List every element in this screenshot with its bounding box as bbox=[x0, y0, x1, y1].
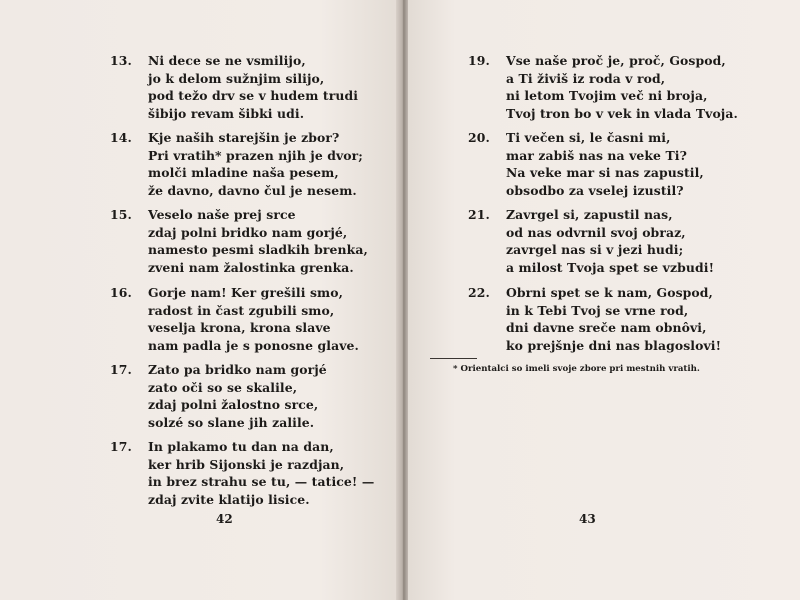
verse-line: ker hrib Sijonski je razdjan, bbox=[148, 456, 345, 472]
stanza-number: 17. bbox=[110, 362, 132, 377]
verse-line: ni letom Tvojim več ni broja, bbox=[506, 88, 708, 104]
verse-line: Zato pa bridko nam gorjé bbox=[148, 362, 327, 377]
verse-line: dni davne sreče nam obnôvi, bbox=[506, 320, 707, 336]
verse-line: Ni dece se ne vsmilijo, bbox=[148, 53, 306, 68]
verse-line: Ti večen si, le časni mi, bbox=[506, 130, 671, 145]
verse-line: Obrni spet se k nam, Gospod, bbox=[506, 285, 713, 300]
verse-line: a milost Tvoja spet se vzbudi! bbox=[506, 259, 715, 275]
stanza-number: 21. bbox=[468, 207, 490, 222]
verse-line: radost in čast zgubili smo, bbox=[148, 302, 335, 318]
verse-line: jo k delom sužnjim silijo, bbox=[148, 70, 325, 86]
verse-line: Tvoj tron bo v vek in vlada Tvoja. bbox=[506, 105, 738, 121]
left-page bbox=[0, 0, 398, 600]
stanza-number: 17. bbox=[110, 439, 132, 454]
stanza-number: 22. bbox=[468, 285, 490, 300]
footnote-rule bbox=[430, 358, 477, 359]
verse-line: zato oči so se skalile, bbox=[148, 379, 298, 395]
stanza-number: 15. bbox=[110, 207, 132, 222]
page-number: 42 bbox=[216, 512, 233, 526]
verse-line: pod težo drv se v hudem trudi bbox=[148, 88, 359, 104]
verse-line: namesto pesmi sladkih brenka, bbox=[148, 242, 368, 258]
verse-line: Gorje nam! Ker grešili smo, bbox=[148, 285, 344, 300]
verse-line: ko prejšnje dni nas blagoslovi! bbox=[506, 337, 722, 353]
verse-line: Kje naših starejšin je zbor? bbox=[148, 130, 340, 145]
verse-line: zdaj polni žalostno srce, bbox=[148, 397, 319, 413]
page-number: 43 bbox=[579, 512, 596, 526]
verse-line: in k Tebi Tvoj se vrne rod, bbox=[506, 302, 689, 318]
verse-line: in brez strahu se tu, — tatice! — bbox=[148, 474, 375, 490]
verse-line: obsodbo za vselej izustil? bbox=[506, 182, 684, 198]
verse-line: od nas odvrnil svoj obraz, bbox=[506, 224, 686, 240]
verse-line: Vse naše proč je, proč, Gospod, bbox=[506, 53, 726, 68]
verse-line: molči mladine naša pesem, bbox=[148, 165, 339, 181]
stanza-number: 16. bbox=[110, 285, 132, 300]
verse-line: zveni nam žalostinka grenka. bbox=[148, 259, 354, 275]
verse-line: nam padla je s ponosne glave. bbox=[148, 337, 359, 353]
stanza-number: 13. bbox=[110, 53, 132, 68]
verse-line: Na veke mar si nas zapustil, bbox=[506, 165, 704, 181]
verse-line: Veselo naše prej srce bbox=[148, 207, 296, 222]
verse-line: že davno, davno čul je nesem. bbox=[148, 182, 357, 198]
footnote: * Orientalci so imeli svoje zbore pri mestnih vratih. bbox=[453, 364, 700, 374]
verse-line: a Ti živiš iz roda v rod, bbox=[506, 70, 666, 86]
stanza-number: 19. bbox=[468, 53, 490, 68]
verse-line: zdaj zvite klatijo lisice. bbox=[148, 491, 310, 507]
verse-line: mar zabiš nas na veke Ti? bbox=[506, 147, 687, 163]
verse-line: In plakamo tu dan na dan, bbox=[148, 439, 334, 454]
stanza-number: 20. bbox=[468, 130, 490, 145]
verse-line: šibijo revam šibki udi. bbox=[148, 105, 305, 121]
verse-line: veselja krona, krona slave bbox=[148, 320, 331, 336]
verse-line: zavrgel nas si v jezi hudi; bbox=[506, 242, 684, 258]
verse-line: Pri vratih* prazen njih je dvor; bbox=[148, 147, 363, 163]
verse-line: solzé so slane jih zalile. bbox=[148, 414, 315, 430]
verse-line: zdaj polni bridko nam gorjé, bbox=[148, 224, 348, 240]
verse-line: Zavrgel si, zapustil nas, bbox=[506, 207, 673, 222]
stanza-number: 14. bbox=[110, 130, 132, 145]
